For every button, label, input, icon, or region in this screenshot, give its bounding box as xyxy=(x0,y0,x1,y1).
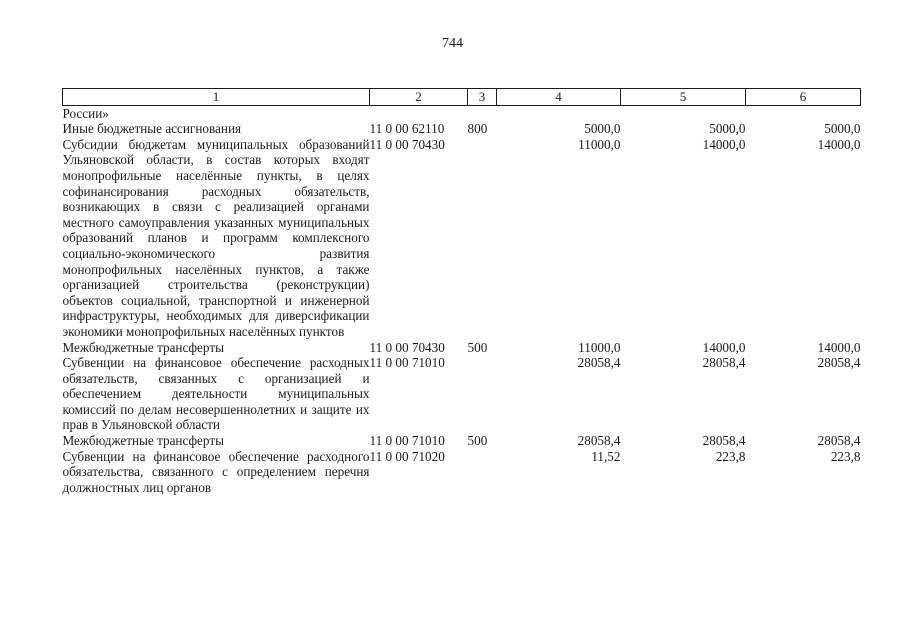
row-value-3: 28058,4 xyxy=(817,433,861,449)
row-value-2: 223,8 xyxy=(715,448,746,464)
row-value-2 xyxy=(621,105,746,121)
table-row xyxy=(63,121,861,137)
row-value-1: 11000,0 xyxy=(578,339,621,355)
row-code: 11 0 00 71010 xyxy=(369,355,445,371)
row-value-1: 11,52 xyxy=(591,448,621,464)
col-header-6: 6 xyxy=(746,89,861,106)
row-value-3: 14000,0 xyxy=(817,339,861,355)
row-value-3 xyxy=(746,105,861,121)
row-description: Межбюджетные трансферты xyxy=(62,339,224,355)
row-code: 11 0 00 62110 xyxy=(369,121,445,137)
table-row xyxy=(63,137,861,340)
row-type: 500 xyxy=(467,339,488,355)
row-value-3: 5000,0 xyxy=(824,121,861,137)
row-description: Субвенции на финансовое обеспечение расходных обязательств, связанных с организацией и обеспечением деятельности муниципальных комиссий по делам несовершеннолетних и защите их прав в Ульяновской области xyxy=(62,355,370,433)
row-type xyxy=(468,449,497,496)
row-description: Субсидии бюджетам муниципальных образований Ульяновской области, в состав которых входят монопрофильные населённые пункты, в целях софинансирования расходных обязательств, возникающих в связи с реализацией органами местного самоуправления указанных муниципальных образований планов и программ комплексного социально-экономического развития монопрофильных населённых пунктов, а также организацией строительства (реконструкции) объектов социальной, транспортной и инженерной инфраструктуры, необходимых для диверсификации экономики монопрофильных населённых пунктов xyxy=(62,136,370,339)
header-row xyxy=(63,89,861,106)
row-type: 500 xyxy=(467,433,488,449)
row-code: 11 0 00 70430 xyxy=(369,339,445,355)
row-type: 800 xyxy=(467,121,488,137)
row-description: России» xyxy=(62,105,109,121)
col-header-1: 1 xyxy=(63,89,370,106)
row-code xyxy=(370,105,468,121)
col-header-4: 4 xyxy=(497,89,621,106)
row-value-3: 223,8 xyxy=(830,448,861,464)
row-code: 11 0 00 71020 xyxy=(369,448,445,464)
row-description: Иные бюджетные ассигнования xyxy=(62,121,242,137)
budget-table xyxy=(62,88,861,495)
col-header-5: 5 xyxy=(621,89,746,106)
row-type xyxy=(468,105,497,121)
row-value-1: 28058,4 xyxy=(577,433,621,449)
table-row xyxy=(63,449,861,496)
row-value-2: 5000,0 xyxy=(709,121,746,137)
row-type xyxy=(468,137,497,340)
col-header-2: 2 xyxy=(370,89,468,106)
row-value-1: 11000,0 xyxy=(578,136,621,152)
row-description: Межбюджетные трансферты xyxy=(62,433,224,449)
row-value-2: 28058,4 xyxy=(702,433,746,449)
row-code: 11 0 00 71010 xyxy=(369,433,445,449)
table-row xyxy=(63,355,861,433)
row-type xyxy=(468,355,497,433)
row-value-2: 14000,0 xyxy=(702,136,746,152)
table-row xyxy=(63,433,861,449)
col-header-3: 3 xyxy=(468,89,497,106)
row-description: Субвенции на финансовое обеспечение расходного обязательства, связанного с определением перечня должностных лиц органов xyxy=(62,448,370,495)
row-value-3: 28058,4 xyxy=(817,355,861,371)
row-code: 11 0 00 70430 xyxy=(369,136,445,152)
table-row xyxy=(63,105,861,121)
row-value-1 xyxy=(497,105,621,121)
row-value-2: 14000,0 xyxy=(702,339,746,355)
page-number: 744 xyxy=(442,36,463,51)
table-row xyxy=(63,340,861,356)
row-value-3: 14000,0 xyxy=(817,136,861,152)
row-value-2: 28058,4 xyxy=(702,355,746,371)
row-value-1: 28058,4 xyxy=(577,355,621,371)
row-value-1: 5000,0 xyxy=(584,121,621,137)
